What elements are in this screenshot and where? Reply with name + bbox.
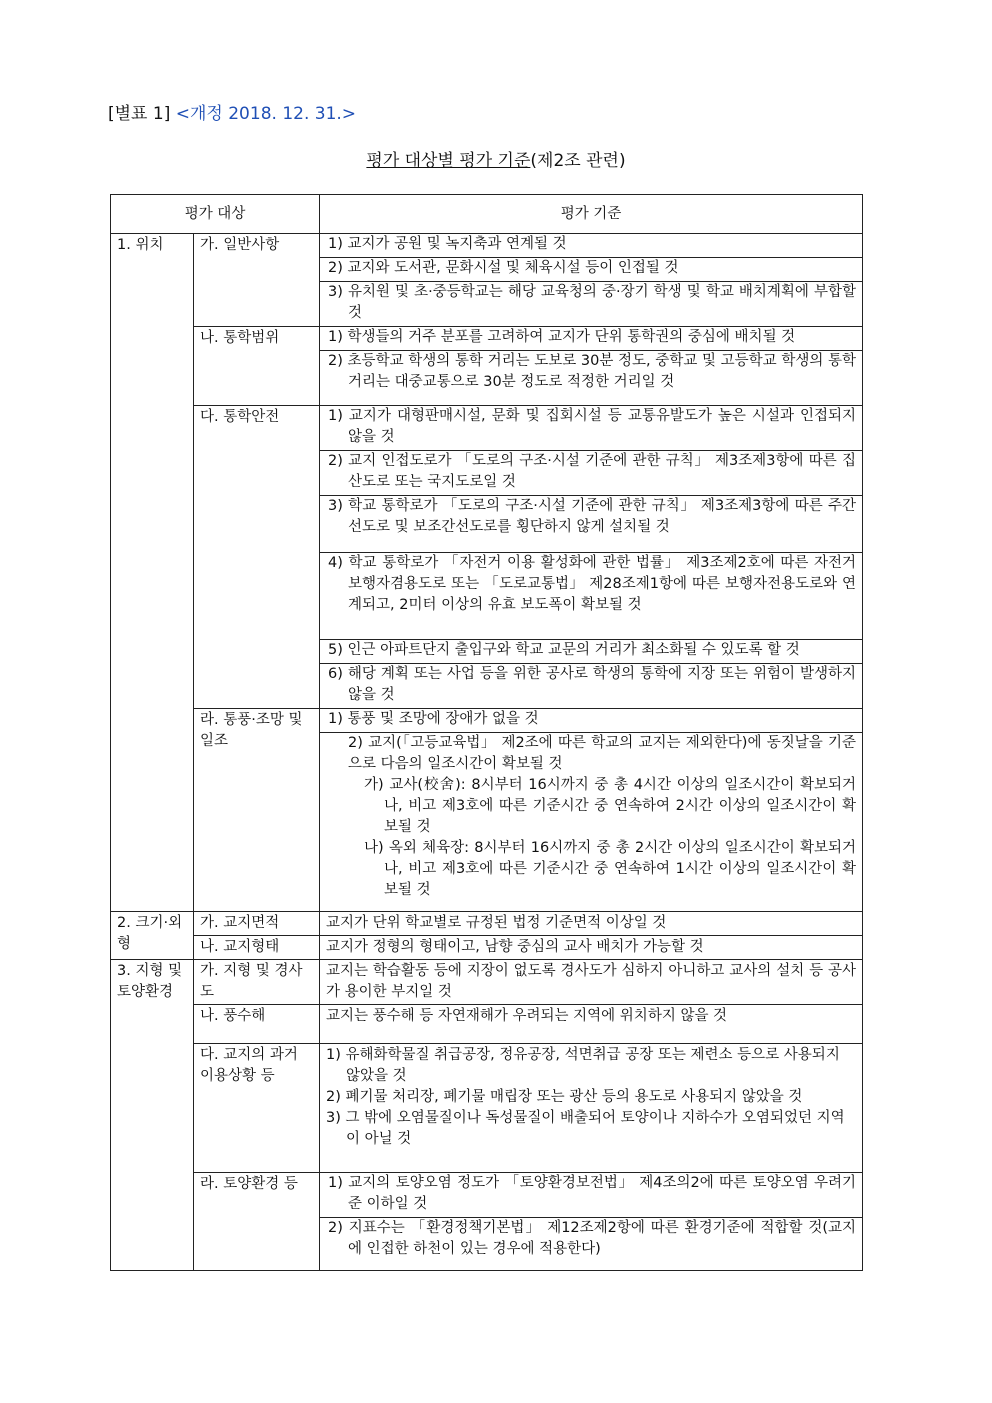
- page-title: [0, 146, 992, 171]
- criteria-cell: 교지가 정형의 형태이고, 남향 중심의 교사 배치가 가능할 것: [320, 936, 863, 960]
- criterion-item: 2) 지표수는 「환경정책기본법」 제12조제2항에 따른 환경기준에 적합할 것(교지에 인접한 하천이 있는 경우에 적용한다): [328, 1220, 857, 1257]
- subcategory-label: 나. 통학범위: [194, 327, 320, 406]
- table-row: [111, 912, 863, 936]
- criterion-item: 1) 교지가 대형판매시설, 문화 및 집회시설 등 교통유발도가 높은 시설과 인접되지 않을 것: [320, 406, 862, 451]
- criterion-item: 1) 유해화학물질 취급공장, 정유공장, 석면취급 공장 또는 제련소 등으로 사용되지 않았을 것: [326, 1047, 840, 1084]
- criterion-item: 3) 학교 통학로가 「도로의 구조·시설 기준에 관한 규칙」 제3조제3항에 따른 주간선도로 및 보조간선도로를 횡단하지 않게 설치될 것: [320, 496, 862, 553]
- table-row: [111, 327, 863, 406]
- criteria-cell: [320, 234, 863, 327]
- subcategory-label: 나. 교지형태: [194, 936, 320, 960]
- criterion-intro: 2) 교지(「고등교육법」 제2조에 따른 학교의 교지는 제외한다)에 동짓날을 기준으로 다음의 일조시간이 확보될 것: [348, 735, 857, 772]
- subcategory-label: 라. 통풍·조망 및 일조: [194, 709, 320, 912]
- subcategory-label: 다. 교지의 과거 이용상황 등: [194, 1044, 320, 1173]
- table-row: [111, 1044, 863, 1173]
- criteria-cell: 교지가 단위 학교별로 규정된 법정 기준면적 이상일 것: [320, 912, 863, 936]
- criteria-cell: [320, 709, 863, 912]
- criterion-subitem: 나) 옥외 체육장: 8시부터 16시까지 중 총 2시간 이상의 일조시간이 확보되거나, 비고 제3호에 따른 기준시간 중 연속하여 1시간 이상의 일조시간이 확보될 것: [364, 840, 857, 898]
- criteria-table: [110, 194, 863, 1271]
- criterion-item: 2) 폐기물 처리장, 폐기물 매립장 또는 광산 등의 용도로 사용되지 않았을 것: [326, 1089, 803, 1105]
- column-header-target: 평가 대상: [111, 195, 320, 234]
- criterion-item: 2) 교지와 도서관, 문화시설 및 체육시설 등이 인접될 것: [320, 258, 862, 282]
- criterion-item: 6) 해당 계획 또는 사업 등을 위한 공사로 학생의 통학에 지장 또는 위험이 발생하지 않을 것: [328, 666, 857, 703]
- criterion-item: 1) 학생들의 거주 분포를 고려하여 교지가 단위 통학권의 중심에 배치될 것: [320, 327, 862, 351]
- criteria-cell: [320, 327, 863, 406]
- table-row: [111, 1005, 863, 1044]
- section-label: 1. 위치: [111, 234, 194, 912]
- criterion-item: 1) 교지가 공원 및 녹지축과 연계될 것: [320, 234, 862, 258]
- subcategory-label: 라. 토양환경 등: [194, 1173, 320, 1271]
- criterion-item: 5) 인근 아파트단지 출입구와 학교 교문의 거리가 최소화될 수 있도록 할 것: [320, 640, 862, 664]
- subcategory-label: 가. 지형 및 경사도: [194, 960, 320, 1005]
- table-row: [111, 234, 863, 327]
- section-label: 3. 지형 및 토양환경: [111, 960, 194, 1271]
- table-row: [111, 1173, 863, 1271]
- table-row: [111, 960, 863, 1005]
- criterion-item: 2) 초등학교 학생의 통학 거리는 도보로 30분 정도, 중학교 및 고등학교 학생의 통학거리는 대중교통으로 30분 정도로 적정한 거리일 것: [328, 353, 857, 390]
- table-row: [111, 936, 863, 960]
- column-header-criteria: 평가 기준: [320, 195, 863, 234]
- annex-header: [108, 99, 356, 124]
- criterion-item: 4) 학교 통학로가 「자전거 이용 활성화에 관한 법률」 제3조제2호에 따른 자전거보행자겸용도로 또는 「도로교통법」 제28조제1항에 따른 보행자전용도로와 연계되고, 2미터 이상의 유효 보도폭이 확보될 것: [320, 553, 862, 640]
- criteria-cell: 교지는 풍수해 등 자연재해가 우려되는 지역에 위치하지 않을 것: [320, 1005, 863, 1044]
- criterion-item: 3) 유치원 및 초·중등학교는 해당 교육청의 중·장기 학생 및 학교 배치계획에 부합할 것: [328, 284, 857, 321]
- criteria-cell: 교지는 학습활동 등에 지장이 없도록 경사도가 심하지 아니하고 교사의 설치 등 공사가 용이한 부지일 것: [320, 960, 863, 1005]
- subcategory-label: 가. 일반사항: [194, 234, 320, 327]
- criterion-item: 1) 교지의 토양오염 정도가 「토양환경보전법」 제4조의2에 따른 토양오염 우려기준 이하일 것: [320, 1173, 862, 1218]
- title-suffix: (제2조 관련): [530, 151, 626, 171]
- criterion-item: 1) 통풍 및 조망에 장애가 없을 것: [320, 709, 862, 733]
- title-main: 평가 대상별 평가 기준: [366, 151, 531, 171]
- criterion-item: 2) 교지 인접도로가 「도로의 구조·시설 기준에 관한 규칙」 제3조제3항에 따른 집산도로 또는 국지도로일 것: [320, 451, 862, 496]
- criteria-cell: [320, 1173, 863, 1271]
- criterion-item-sunlight: [320, 733, 862, 911]
- table-header-row: [111, 195, 863, 234]
- subcategory-label: 나. 풍수해: [194, 1005, 320, 1044]
- subcategory-label: 다. 통학안전: [194, 406, 320, 709]
- amendment-date: <개정 2018. 12. 31.>: [175, 104, 357, 124]
- criteria-cell: [320, 1044, 863, 1173]
- table-row: [111, 406, 863, 709]
- subcategory-label: 가. 교지면적: [194, 912, 320, 936]
- annex-label: [별표 1]: [108, 104, 171, 124]
- criteria-cell: [320, 406, 863, 709]
- section-label: 2. 크기·외형: [111, 912, 194, 960]
- criterion-item: 3) 그 밖에 오염물질이나 독성물질이 배출되어 토양이나 지하수가 오염되었던 지역이 아닐 것: [326, 1110, 845, 1147]
- table-row: [111, 709, 863, 912]
- criterion-subitem: 가) 교사(校舍): 8시부터 16시까지 중 총 4시간 이상의 일조시간이 확보되거나, 비고 제3호에 따른 기준시간 중 연속하여 2시간 이상의 일조시간이 확보될 것: [364, 777, 857, 835]
